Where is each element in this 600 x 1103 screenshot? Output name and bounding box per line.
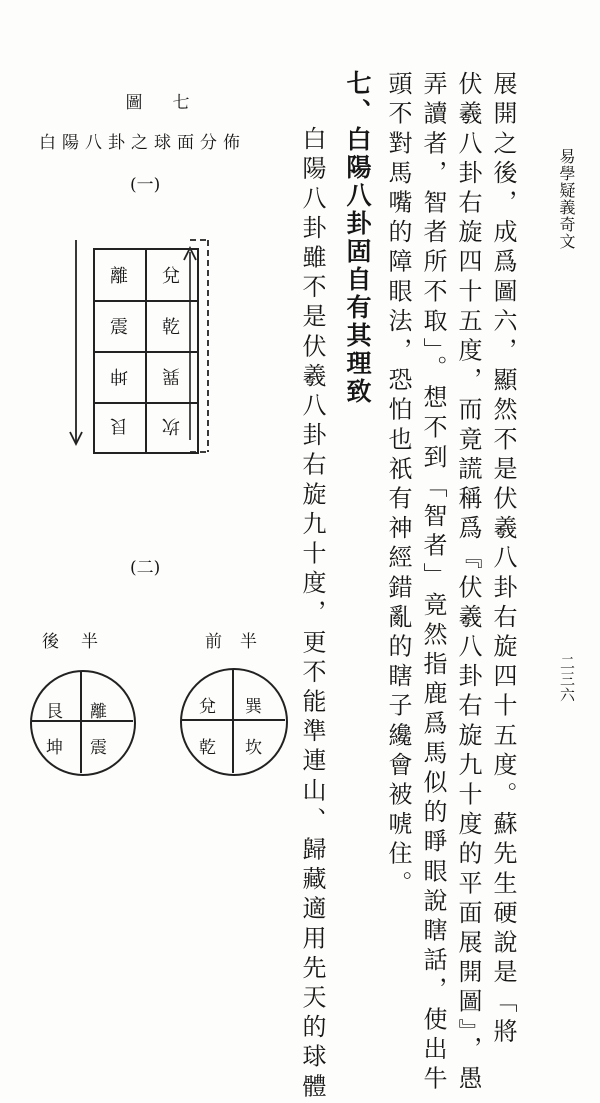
circle-text: 艮: [46, 702, 63, 722]
grid-cell: 離: [110, 266, 128, 287]
header-title: 易學疑義奇文: [557, 148, 576, 250]
circle-text: 坎: [245, 738, 262, 758]
figure-part2-label: (二): [130, 558, 161, 578]
body-column-5: 白陽八卦雖不是伏羲八卦右旋九十度，更不能準連山、歸藏適用先天的球體: [298, 126, 326, 1103]
circle-text: 乾: [199, 738, 216, 758]
grid-cell: 艮: [110, 415, 128, 436]
grid-cell: 巽: [162, 365, 180, 386]
circle-text: 巽: [245, 697, 262, 717]
rotation-arrows: [60, 230, 220, 460]
body-column-2: 伏羲八卦右旋四十五度，而竟謊稱爲『伏羲八卦右旋九十度的平面展開圖』，愚: [454, 71, 482, 1095]
grid-cell: 乾: [162, 317, 180, 338]
body-column-4: 頭不對馬嘴的障眼法，恐怕也祇有神經錯亂的瞎子纔會被唬住。: [384, 71, 412, 900]
grid-cell: 震: [110, 317, 128, 338]
body-column-3: 弄讀者，智者所不取」。想不到「智者」竟然指鹿爲馬似的睜眼說瞎話，使出牛: [419, 71, 447, 1095]
figure-caption: 白陽八卦之球面分佈: [39, 133, 246, 153]
front-half-label: 前半: [205, 632, 275, 652]
page-number: 二三六: [558, 655, 576, 703]
circle-text: 離: [90, 702, 107, 722]
figure-label: 圖七: [125, 93, 220, 113]
back-half-label: 後半: [42, 632, 120, 652]
circle-text: 震: [90, 738, 107, 758]
grid-cell: 坤: [110, 365, 128, 386]
body-column-1: 展開之後，成爲圖六，顯然不是伏羲八卦右旋四十五度。蘇先生硬說是「將: [489, 71, 517, 1048]
circle-text: 兌: [199, 697, 216, 717]
grid-cell: 坎: [162, 415, 180, 436]
grid-cell: 兌: [162, 266, 180, 287]
section-heading: 七、白陽八卦固自有其理致: [343, 70, 372, 406]
figure-part1-label: (一): [130, 175, 161, 195]
circle-text: 坤: [46, 738, 63, 758]
